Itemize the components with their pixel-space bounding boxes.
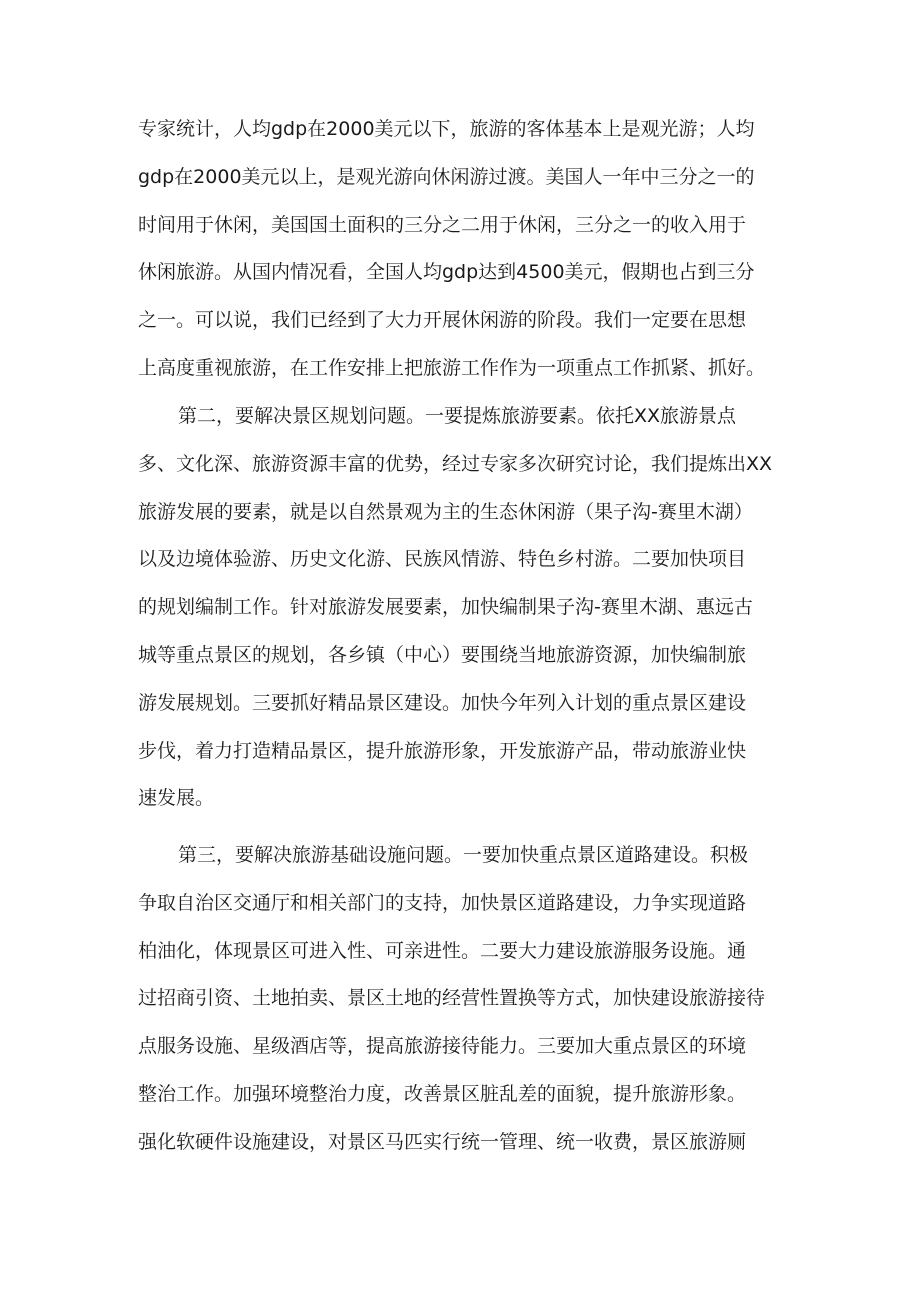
paragraph-line: 过招商引资、土地拍卖、景区土地的经营性置换等方式，加快建设旅游接待 [138,987,766,1010]
paragraph-3 [138,832,786,1167]
paragraph-line: 专家统计，人均gdp在2000美元以下，旅游的客体基本上是观光游；人均 [138,118,755,140]
paragraph-line: 上高度重视旅游，在工作安排上把旅游工作作为一项重点工作抓紧、抓好。 [138,356,766,379]
paragraph-line: gdp在2000美元以上，是观光游向休闲游过渡。美国人一年中三分之一的 [138,165,755,188]
paragraph-line: 之一。可以说，我们已经到了大力开展休闲游的阶段。我们一定要在思想 [138,309,747,332]
paragraph-line: 第三，要解决旅游基础设施问题。一要加快重点景区道路建设。积极 [178,844,749,866]
paragraph-line: 多、文化深、旅游资源丰富的优势，经过专家多次研究讨论，我们提炼出XX [138,452,773,475]
paragraph-line: 的规划编制工作。针对旅游发展要素，加快编制果子沟-赛里木湖、惠远古 [138,596,753,619]
paragraph-line: 柏油化，体现景区可进入性、可亲进性。二要大力建设旅游服务设施。通 [138,939,747,962]
paragraph-line: 速发展。 [138,787,215,810]
paragraph-line: 时间用于休闲，美国国土面积的三分之二用于休闲，三分之一的收入用于 [138,213,747,236]
paragraph-line: 休闲旅游。从国内情况看，全国人均gdp达到4500美元，假期也占到三分 [138,261,755,284]
paragraph-1 [138,106,786,393]
paragraph-line: 城等重点景区的规划，各乡镇（中心）要围绕当地旅游资源，加快编制旅 [138,643,747,666]
paragraph-2 [138,393,786,823]
paragraph-line: 争取自治区交通厅和相关部门的支持，加快景区道路建设，力争实现道路 [138,891,747,914]
paragraph-line: 强化软硬件设施建设，对景区马匹实行统一管理、统一收费，景区旅游厕 [138,1130,747,1153]
paragraph-line: 以及边境体验游、历史文化游、民族风情游、特色乡村游。二要加快项目 [138,548,747,571]
paragraph-line: 旅游发展的要素，就是以自然景观为主的生态休闲游（果子沟-赛里木湖） [138,500,753,523]
paragraph-line: 第二，要解决景区规划问题。一要提炼旅游要素。依托XX旅游景点 [178,405,737,427]
paragraph-line: 整治工作。加强环境整治力度，改善景区脏乱差的面貌，提升旅游形象。 [138,1082,747,1105]
paragraph-line: 游发展规划。三要抓好精品景区建设。加快今年列入计划的重点景区建设 [138,691,747,714]
paragraph-line: 点服务设施、星级酒店等，提高旅游接待能力。三要加大重点景区的环境 [138,1035,747,1058]
paragraph-line: 步伐，着力打造精品景区，提升旅游形象，开发旅游产品，带动旅游业快 [138,739,747,762]
